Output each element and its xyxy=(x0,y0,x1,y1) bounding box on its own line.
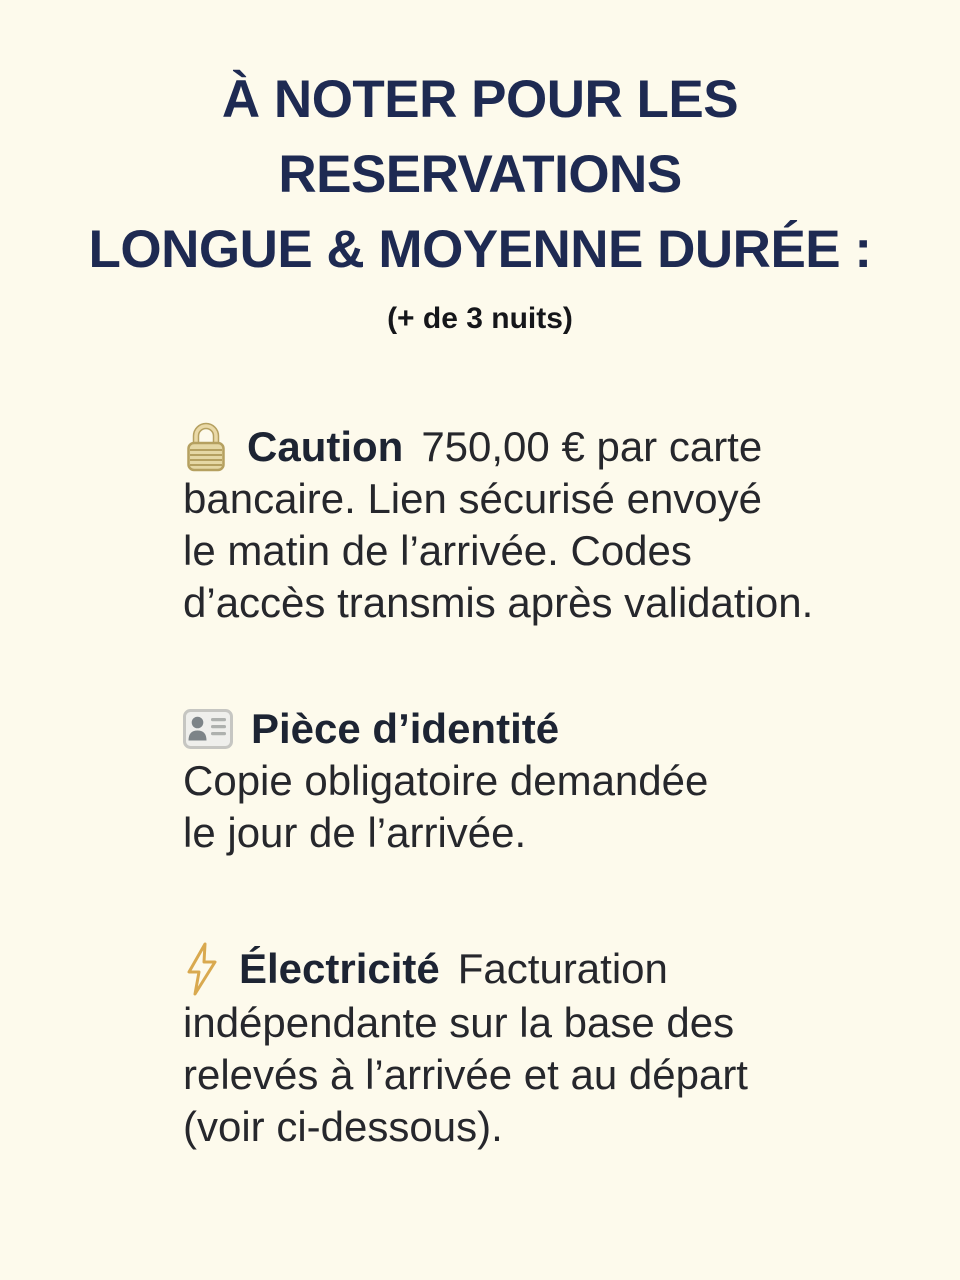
electricity-rest-text: Facturation xyxy=(457,945,668,992)
identity-heading-line xyxy=(183,703,920,755)
title-line-3: LONGUE & MOYENNE DURÉE : xyxy=(88,220,872,279)
notice-sections xyxy=(183,421,920,1153)
lightning-icon xyxy=(183,941,221,997)
caution-label: Caution xyxy=(247,423,404,470)
electricity-text-line: relevés à l’arrivée et au départ xyxy=(183,1051,748,1098)
electricity-text-line: indépendante sur la base des xyxy=(183,999,735,1046)
caution-text-line: d’accès transmis après validation. xyxy=(183,579,814,626)
electricity-label: Électricité xyxy=(239,945,440,992)
section-caution xyxy=(183,421,920,629)
section-electricity xyxy=(183,941,920,1153)
title-line-2: RESERVATIONS xyxy=(278,145,682,204)
electricity-heading-line xyxy=(183,941,920,997)
subtitle-duration: (+ de 3 nuits) xyxy=(387,302,573,335)
page-title xyxy=(0,0,960,287)
electricity-text-line: (voir ci-dessous). xyxy=(183,1103,503,1150)
identity-text-line: Copie obligatoire demandée xyxy=(183,757,709,804)
caution-heading-line xyxy=(183,421,920,473)
id-card-icon xyxy=(183,709,233,749)
caution-amount-text: 750,00 € par carte xyxy=(421,423,763,470)
identity-label: Pièce d’identité xyxy=(251,705,560,752)
caution-text-line: le matin de l’arrivée. Codes xyxy=(183,527,692,574)
padlock-icon xyxy=(183,422,229,472)
caution-text-line: bancaire. Lien sécurisé envoyé xyxy=(183,475,763,522)
title-line-1: À NOTER POUR LES xyxy=(221,70,739,129)
identity-text-line: le jour de l’arrivée. xyxy=(183,809,527,856)
section-identity xyxy=(183,703,920,859)
